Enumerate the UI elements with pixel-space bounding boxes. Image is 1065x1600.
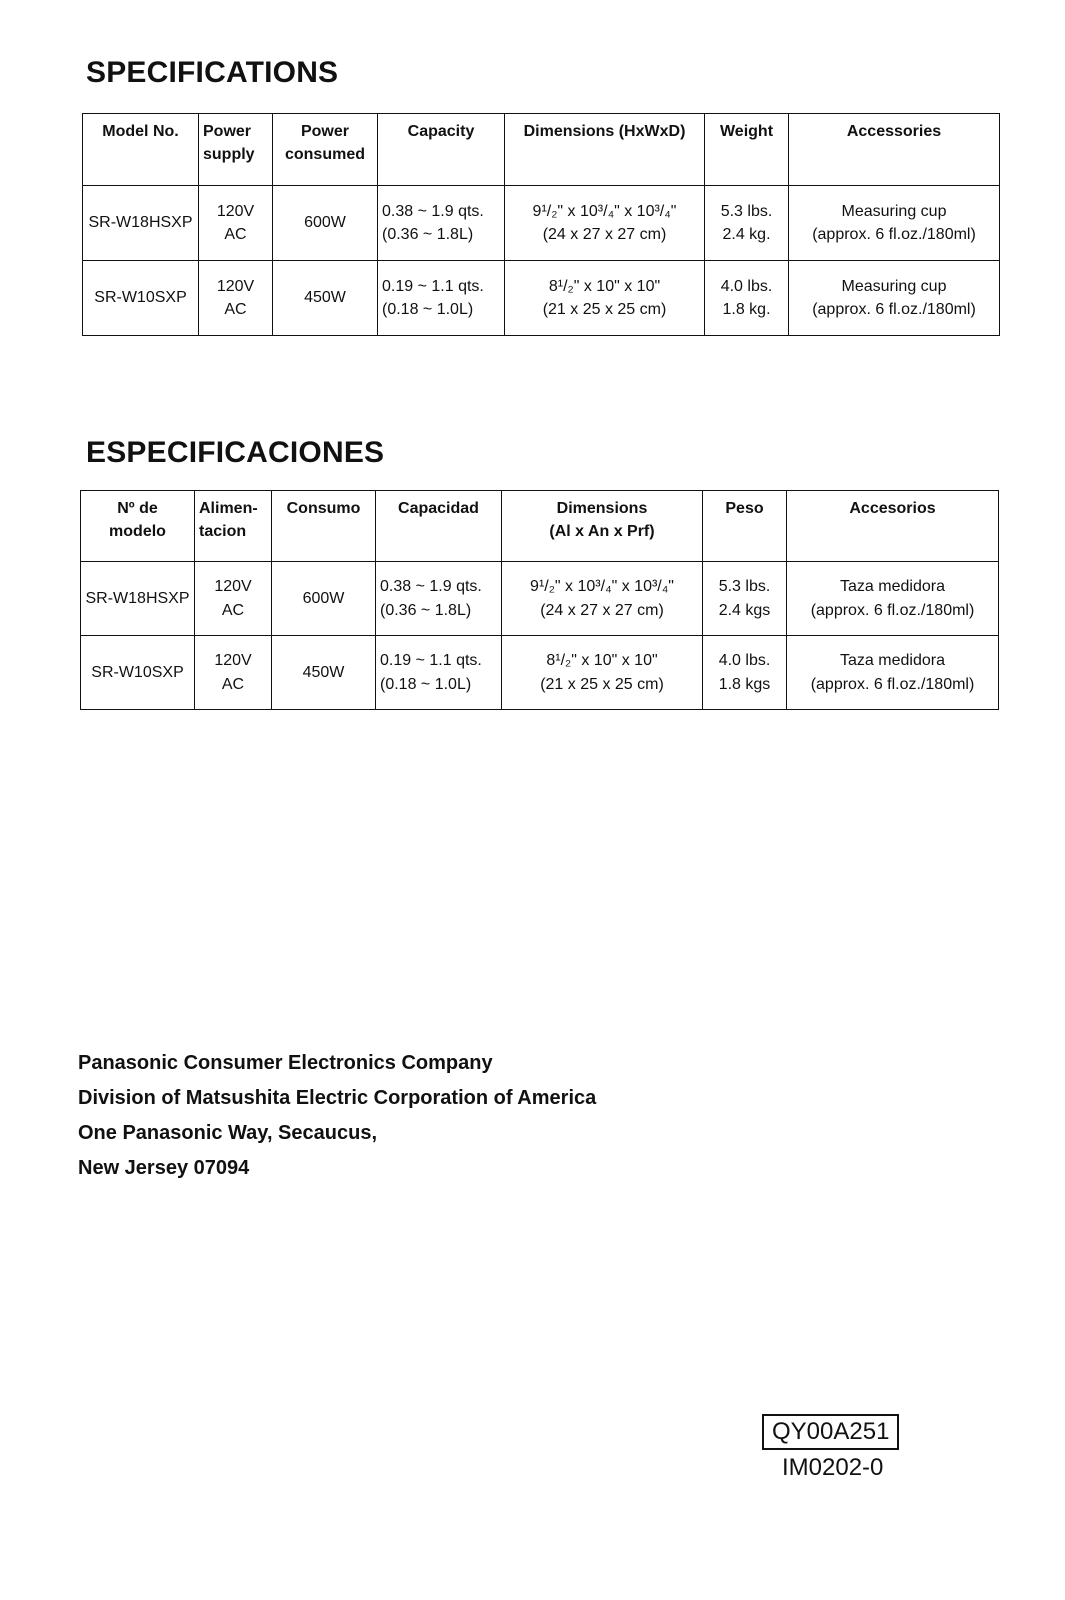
specifications-table: [82, 113, 1000, 336]
cell-text: 8¹/₂" x 10" x 10": [548, 277, 661, 295]
header-text: Nº de: [117, 500, 158, 517]
table-cell: [83, 186, 199, 261]
table-cell: [199, 261, 273, 336]
column-header: [787, 491, 999, 562]
column-header: [272, 491, 376, 562]
cell-text: (0.36 ~ 1.8L): [380, 601, 472, 619]
table-cell: [376, 562, 502, 636]
table-cell: [378, 186, 505, 261]
cell-text: AC: [224, 226, 247, 243]
especificaciones-heading: ESPECIFICACIONES: [86, 436, 385, 469]
cell-text: (0.18 ~ 1.0L): [380, 675, 472, 693]
table-cell: [703, 636, 787, 710]
cell-text: (approx. 6 fl.oz./180ml): [810, 601, 975, 619]
cell-text: (0.36 ~ 1.8L): [382, 226, 474, 243]
cell-text: (approx. 6 fl.oz./180ml): [810, 675, 975, 693]
table-cell: [705, 261, 789, 336]
cell-text: (approx. 6 fl.oz./180ml): [812, 226, 976, 243]
cell-text: SR-W10SXP: [91, 663, 184, 681]
cell-text: 8¹/₂" x 10" x 10": [546, 652, 658, 670]
cell-text: 120V: [216, 202, 255, 220]
table-cell: [789, 261, 1000, 336]
header-text: Weight: [719, 123, 774, 140]
table-row: [81, 636, 999, 710]
company-address: [78, 1046, 596, 1186]
column-header: [378, 114, 505, 186]
table-cell: [787, 636, 999, 710]
header-text: consumed: [284, 146, 365, 164]
table-cell: [81, 562, 195, 636]
document-code-boxed: QY00A251: [762, 1414, 899, 1450]
table-cell: [199, 186, 273, 261]
cell-text: SR-W18HSXP: [85, 589, 190, 607]
header-text: modelo: [109, 523, 166, 541]
cell-text: 450W: [302, 663, 345, 681]
company-line: New Jersey 07094: [78, 1157, 250, 1179]
column-header: [502, 491, 703, 562]
specifications-heading: SPECIFICATIONS: [86, 56, 339, 89]
table-cell: [272, 562, 376, 636]
cell-text: (24 x 27 x 27 cm): [540, 601, 664, 619]
cell-text: 0.38 ~ 1.9 qts.: [382, 202, 484, 220]
table-row: [81, 562, 999, 636]
table-header-row: [81, 491, 999, 562]
table-cell: [787, 562, 999, 636]
table-cell: [703, 562, 787, 636]
cell-text: 0.38 ~ 1.9 qts.: [380, 578, 482, 596]
cell-text: 4.0 lbs.: [718, 652, 771, 670]
cell-text: AC: [221, 675, 245, 693]
header-text: Accesorios: [849, 500, 936, 517]
cell-text: 1.8 kgs: [718, 675, 771, 693]
header-text: (Al x An x Prf): [549, 523, 655, 541]
header-text: Consumo: [286, 500, 361, 517]
cell-text: Taza medidora: [840, 652, 945, 670]
table-cell: [273, 261, 378, 336]
table-cell: [272, 636, 376, 710]
company-line: Division of Matsushita Electric Corporation of America: [78, 1087, 597, 1109]
table-cell: [376, 636, 502, 710]
table-cell: [789, 186, 1000, 261]
table-cell: [502, 636, 703, 710]
header-text: Model No.: [102, 123, 179, 140]
header-text: Dimensions: [556, 500, 648, 517]
cell-text: 120V: [216, 277, 255, 295]
header-text: supply: [203, 146, 255, 164]
cell-text: (21 x 25 x 25 cm): [542, 301, 667, 318]
column-header: [705, 114, 789, 186]
table-row: [83, 186, 1000, 261]
table-cell: [505, 261, 705, 336]
table-cell: [273, 186, 378, 261]
cell-text: 2.4 kg.: [722, 226, 771, 243]
company-line: One Panasonic Way, Secaucus,: [78, 1122, 378, 1144]
cell-text: 5.3 lbs.: [718, 578, 771, 596]
cell-text: 600W: [304, 214, 346, 232]
cell-text: 450W: [304, 289, 346, 307]
table-cell: [83, 261, 199, 336]
cell-text: Taza medidora: [840, 578, 945, 596]
cell-text: 120V: [214, 652, 252, 670]
header-text: Accessories: [846, 123, 942, 140]
cell-text: (approx. 6 fl.oz./180ml): [812, 301, 976, 318]
column-header: [505, 114, 705, 186]
cell-text: 0.19 ~ 1.1 qts.: [380, 652, 482, 670]
table-cell: [195, 562, 272, 636]
column-header: [81, 491, 195, 562]
cell-text: Measuring cup: [841, 277, 947, 295]
cell-text: (21 x 25 x 25 cm): [540, 675, 664, 693]
cell-text: 1.8 kg.: [722, 301, 771, 318]
table-cell: [505, 186, 705, 261]
company-line: Panasonic Consumer Electronics Company: [78, 1052, 493, 1074]
header-text: tacion: [199, 523, 247, 541]
column-header: [789, 114, 1000, 186]
cell-text: 4.0 lbs.: [720, 277, 773, 295]
cell-text: AC: [221, 601, 245, 619]
cell-text: 9¹/₂" x 10³/₄" x 10³/₄": [532, 202, 677, 220]
cell-text: SR-W18HSXP: [88, 214, 193, 232]
cell-text: 600W: [302, 589, 345, 607]
table-cell: [378, 261, 505, 336]
column-header: [195, 491, 272, 562]
cell-text: (24 x 27 x 27 cm): [542, 226, 667, 243]
cell-text: 2.4 kgs: [718, 601, 771, 619]
cell-text: 0.19 ~ 1.1 qts.: [382, 277, 484, 295]
table-cell: [705, 186, 789, 261]
cell-text: SR-W10SXP: [94, 289, 187, 307]
especificaciones-table: [80, 490, 999, 710]
header-text: Capacidad: [398, 500, 479, 517]
header-text: Capacity: [407, 123, 475, 140]
document-code: IM0202-0: [782, 1454, 884, 1481]
cell-text: Measuring cup: [841, 202, 947, 220]
column-header: [83, 114, 199, 186]
table-row: [83, 261, 1000, 336]
column-header: [376, 491, 502, 562]
table-cell: [81, 636, 195, 710]
column-header: [703, 491, 787, 562]
header-text: Power: [203, 123, 252, 140]
column-header: [199, 114, 273, 186]
table-cell: [502, 562, 703, 636]
header-text: Dimensions (HxWxD): [523, 123, 686, 140]
column-header: [273, 114, 378, 186]
header-text: Alimen-: [199, 500, 258, 517]
cell-text: 9¹/₂" x 10³/₄" x 10³/₄": [530, 578, 674, 596]
cell-text: 5.3 lbs.: [720, 202, 773, 220]
table-cell: [195, 636, 272, 710]
cell-text: (0.18 ~ 1.0L): [382, 301, 474, 318]
cell-text: 120V: [214, 578, 252, 596]
table-header-row: [83, 114, 1000, 186]
header-text: Peso: [725, 500, 764, 517]
header-text: Power: [300, 123, 349, 140]
cell-text: AC: [224, 301, 247, 318]
